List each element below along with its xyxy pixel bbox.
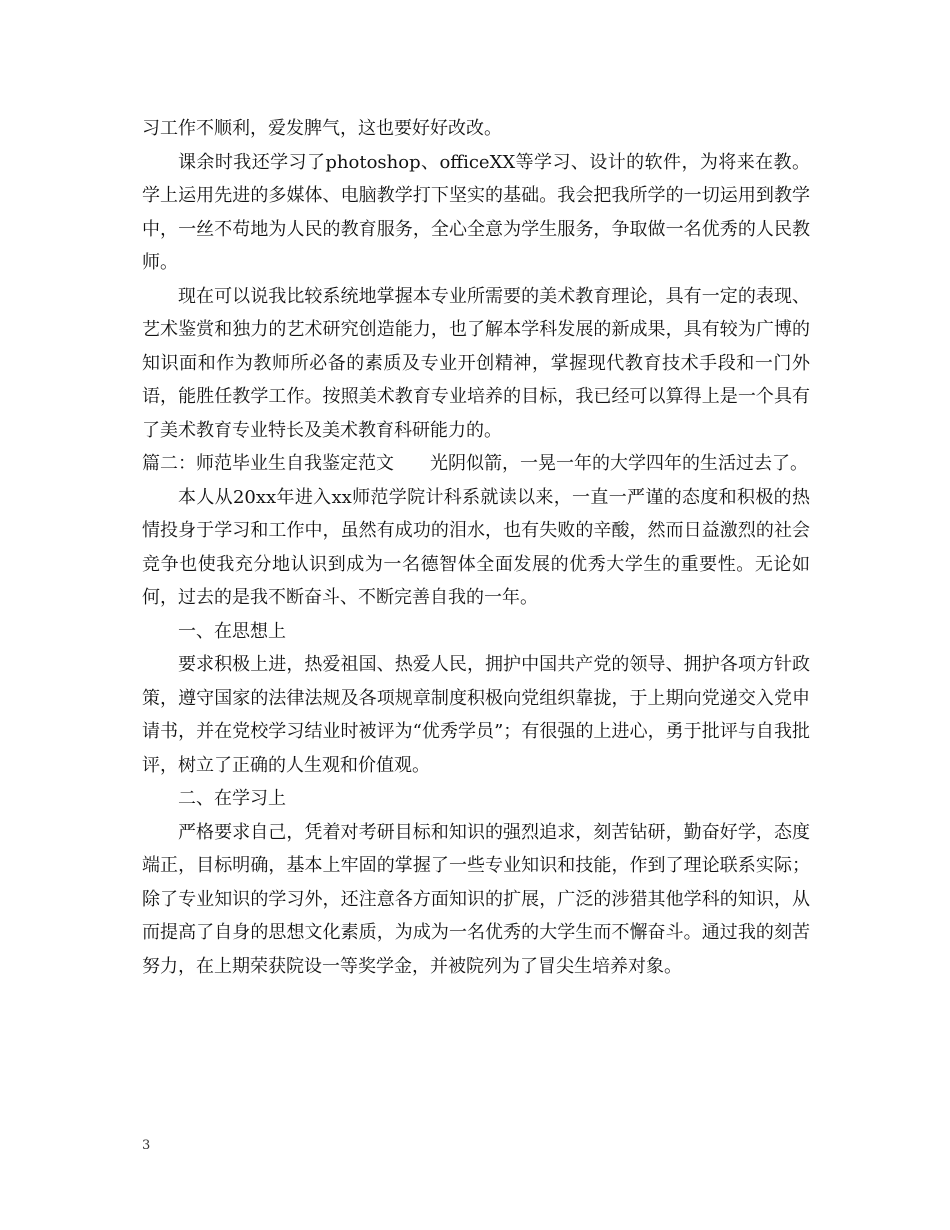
paragraph-2: 课余时我还学习了photoshop、officeXX等学习、设计的软件，为将来在教。学上运用先进的多媒体、电脑教学打下坚实的基础。我会把我所学的一切运用到教学中，一丝不苟地为人民的教育服务，全心全意为学生服务，争取做一名优秀的人民教师。 [142,151,810,273]
heading-study: 二、在学习上 [178,788,286,809]
paragraph-7: 要求积极上进，热爱祖国、热爱人民，拥护中国共产党的领导、拥护各项方针政策，遵守国家的法律法规及各项规章制度积极向党组织靠拢，于上期向党递交入党申请书，并在党校学习结业时被评为“优秀学员”；有很强的上进心，勇于批评与自我批评，树立了正确的人生观和价值观。 [142,654,810,776]
page-number: 3 [142,1138,151,1153]
paragraph-1: 习工作不顺利，爱发脾气，这也要好好改改。 [142,118,502,139]
paragraph-5: 本人从20xx年进入xx师范学院计科系就读以来，一直一严谨的态度和积极的热情投身于学习和工作中，虽然有成功的泪水，也有失败的辛酸，然而日益激烈的社会竞争也使我充分地认识到成为一名德智体全面发展的优秀大学生的重要性。无论如何，过去的是我不断奋斗、不断完善自我的一年。 [142,486,810,608]
paragraph-3: 现在可以说我比较系统地掌握本专业所需要的美术教育理论，具有一定的表现、艺术鉴赏和独力的艺术研究创造能力，也了解本学科发展的新成果，具有较为广博的知识面和作为教师所必备的素质及专业开创精神，掌握现代教育技术手段和一门外语，能胜任教学工作。按照美术教育专业培养的目标，我已经可以算得上是一个具有了美术教育专业特长及美术教育科研能力的。 [142,285,810,441]
paragraph-9: 严格要求自己，凭着对考研目标和知识的强烈追求，刻苦钻研，勤奋好学，态度端正，目标明确，基本上牢固的掌握了一些专业知识和技能，作到了理论联系实际；除了专业知识的学习外，还注意各方面知识的扩展，广泛的涉猎其他学科的知识，从而提高了自身的思想文化素质，为成为一名优秀的大学生而不懈奋斗。通过我的刻苦努力，在上期荣获院设一等奖学金，并被院列为了冒尖生培养对象。 [142,821,810,977]
document-body [142,112,810,983]
heading-ideology: 一、在思想上 [178,620,286,642]
section-title-article-two: 篇二：师范毕业生自我鉴定范文 光阴似箭，一晃一年的大学四年的生活过去了。 [142,453,808,474]
